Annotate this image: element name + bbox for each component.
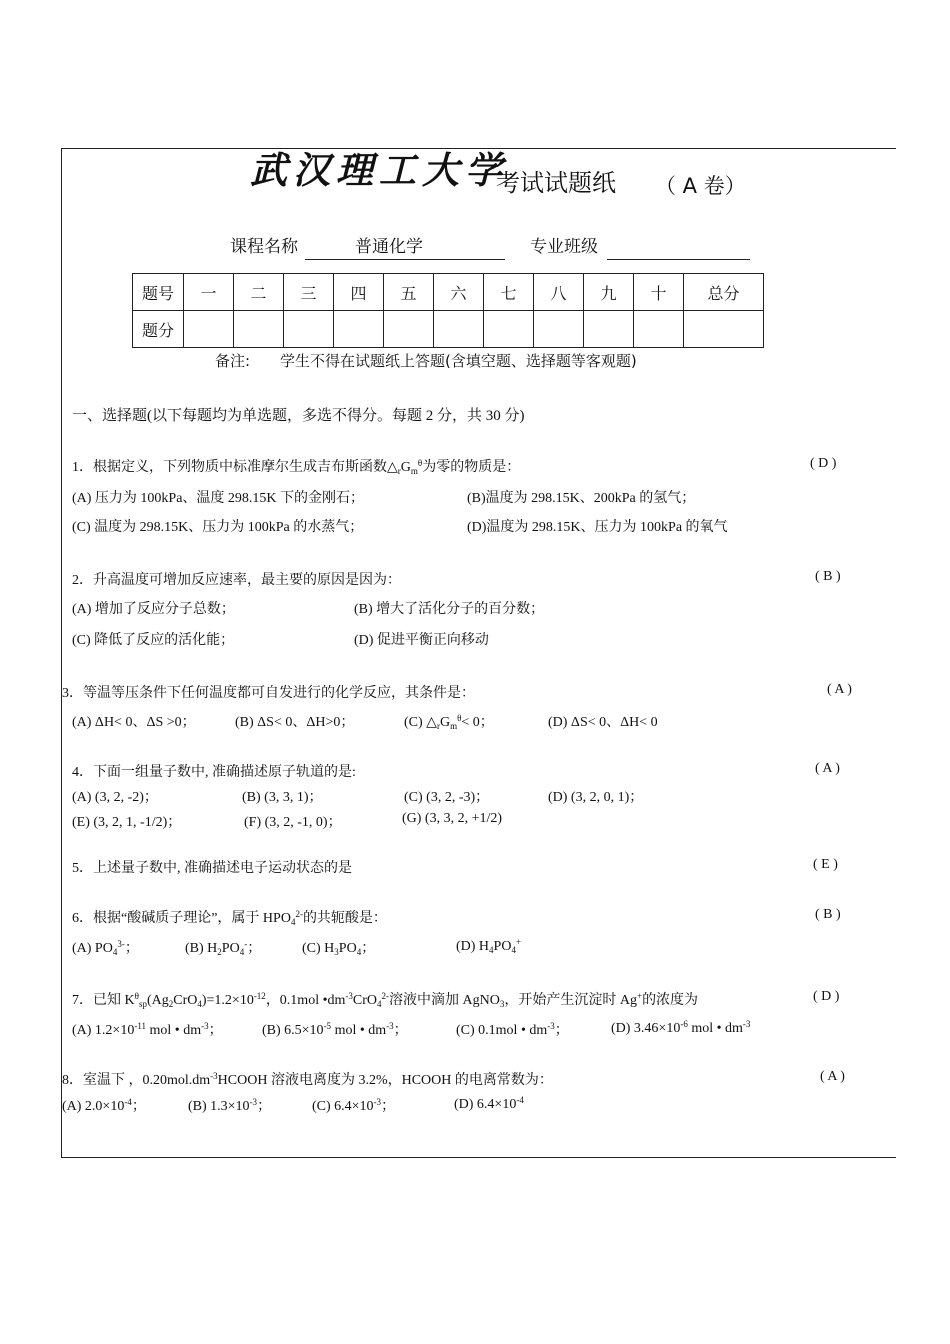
q6-stem: 6．根据“酸碱质子理论”，属于 $HPO_4^{2-}$的共轭酸是： <box>72 909 387 927</box>
score-cell <box>184 311 234 348</box>
q7-option-a: (A) $1.2\times 10^{-11}$ mol • $dm^{-3}$； <box>72 1021 223 1038</box>
score-col-10: 十 <box>634 274 684 311</box>
q1-option-b: (B)温度为 298.15K、200kPa 的氢气； <box>467 491 696 506</box>
score-col-9: 九 <box>584 274 634 311</box>
q3-option-a: (A) ΔH< 0、ΔS >0； <box>72 715 196 730</box>
score-col-6: 六 <box>434 274 484 311</box>
q2-option-c: (C) 降低了反应的活化能； <box>72 633 235 648</box>
q6-option-a: (A) $PO_4^{3-}$； <box>72 939 139 957</box>
q1-option-c: (C) 温度为 298.15K、压力为 100kPa 的水蒸气； <box>72 520 364 535</box>
q3-stem: 3．等温等压条件下任何温度都可自发进行的化学反应，其条件是： <box>62 686 475 701</box>
q8-option-c: (C) $6.4\times 10^{-3}$； <box>312 1097 396 1114</box>
q6-option-b: (B) $H_2PO_4^-$； <box>185 939 262 957</box>
paper-variant: （ A 卷） <box>655 174 746 198</box>
q3-option-d: (D) ΔS< 0、ΔH< 0 <box>548 715 658 730</box>
q1-option-d: (D)温度为 298.15K、压力为 100kPa 的氧气 <box>467 520 728 535</box>
score-table-row2-label: 题分 <box>133 311 184 348</box>
q6-option-d: (D) $H_4PO_4^+$ <box>456 937 522 955</box>
class-label: 专业班级 <box>530 237 598 257</box>
q8-option-a: (A) $2.0\times 10^{-4}$； <box>62 1097 146 1114</box>
score-col-3: 三 <box>284 274 334 311</box>
q8-option-b: (B) $1.3\times 10^{-3}$； <box>188 1097 272 1114</box>
q4-answer: ( A ) <box>815 761 840 776</box>
q7-option-c: (C) 0.1mol • $dm^{-3}$； <box>456 1021 569 1038</box>
q1-option-a: (A) 压力为 100kPa、温度 298.15K 下的金刚石； <box>72 491 365 506</box>
score-cell <box>434 311 484 348</box>
note-label: 备注: <box>215 352 251 370</box>
course-name-label: 课程名称 <box>230 237 298 257</box>
class-underline <box>607 259 750 260</box>
q3-option-c: (C) $\triangle_rG_m^\theta< 0$； <box>404 713 494 731</box>
score-col-4: 四 <box>334 274 384 311</box>
q4-option-c: (C) (3, 2, -3)； <box>404 790 490 805</box>
university-name: 武汉理工大学 <box>250 148 508 192</box>
q7-option-d: (D) $3.46\times 10^{-6}$ mol • $dm^{-3}$ <box>611 1019 751 1036</box>
score-cell <box>534 311 584 348</box>
score-col-2: 二 <box>234 274 284 311</box>
score-cell <box>334 311 384 348</box>
q1-answer: ( D ) <box>810 456 837 471</box>
q1-stem: 1．根据定义，下列物质中标准摩尔生成吉布斯函数$\triangle_rG_m^\theta$为零的物质是： <box>72 458 521 476</box>
q3-option-b: (B) ΔS< 0、ΔH>0； <box>235 715 355 730</box>
q2-option-a: (A) 增加了反应分子总数； <box>72 602 235 617</box>
score-col-7: 七 <box>484 274 534 311</box>
paper-title: 考试试题纸 <box>496 169 616 197</box>
course-name-underline <box>305 259 505 260</box>
q8-answer: ( A ) <box>820 1069 845 1084</box>
score-cell <box>634 311 684 348</box>
q7-stem: 7．已知 $K^\theta_{sp}(Ag_2CrO_4)=1.2\times 10^{-12}$，0.1mol $•dm^{-3}CrO_4^{2-}$溶液中滴加 AgNO$_3$，开始产生沉淀时 Ag+的浓度为 <box>72 991 699 1009</box>
q8-option-d: (D) $6.4\times 10^{-4}$ <box>454 1095 524 1112</box>
q6-answer: ( B ) <box>815 907 841 922</box>
q7-answer: ( D ) <box>813 989 840 1004</box>
q4-option-b: (B) (3, 3, 1)； <box>242 790 323 805</box>
q6-option-c: (C) $H_3PO_4$； <box>302 941 376 957</box>
section-heading: 一、选择题(以下每题均为单选题，多选不得分。每题 2 分，共 30 分) <box>72 408 525 424</box>
course-name-value: 普通化学 <box>355 237 423 257</box>
q8-stem: 8．室温下 ，$0.20mol.dm^{-3}HCOOH$ 溶液电离度为 3.2%，HCOOH 的电离常数为： <box>62 1071 553 1088</box>
score-table-row1-label: 题号 <box>133 274 184 311</box>
q2-stem: 2．升高温度可增加反应速率，最主要的原因是因为： <box>72 573 401 588</box>
score-table <box>132 273 764 348</box>
q3-answer: ( A ) <box>827 682 852 697</box>
score-cell <box>484 311 534 348</box>
score-col-1: 一 <box>184 274 234 311</box>
q2-answer: ( B ) <box>815 569 841 584</box>
score-col-total: 总分 <box>684 274 764 311</box>
q2-option-d: (D) 促进平衡正向移动 <box>354 633 489 648</box>
score-table-score-row <box>133 311 764 348</box>
score-cell <box>584 311 634 348</box>
q4-stem: 4．下面一组量子数中, 准确描述原子轨道的是: <box>72 765 356 780</box>
q7-option-b: (B) $6.5\times 10^{-5}$ mol • $dm^{-3}$； <box>262 1021 408 1038</box>
q4-option-e: (E) (3, 2, 1, -1/2)； <box>72 815 182 830</box>
score-cell <box>684 311 764 348</box>
q4-option-d: (D) (3, 2, 0, 1)； <box>548 790 644 805</box>
score-col-5: 五 <box>384 274 434 311</box>
score-cell <box>284 311 334 348</box>
score-col-8: 八 <box>534 274 584 311</box>
q4-option-g: (G) (3, 3, 2, +1/2) <box>402 811 503 826</box>
q5-answer: ( E ) <box>813 857 838 872</box>
score-cell <box>384 311 434 348</box>
q2-option-b: (B) 增大了活化分子的百分数； <box>354 602 545 617</box>
q4-option-a: (A) (3, 2, -2)； <box>72 790 158 805</box>
q5-stem: 5．上述量子数中, 准确描述电子运动状态的是 <box>72 861 352 876</box>
score-cell <box>234 311 284 348</box>
q4-option-f: (F) (3, 2, -1, 0)； <box>244 815 342 830</box>
score-table-header-row <box>133 274 764 311</box>
note-text: 学生不得在试题纸上答题(含填空题、选择题等客观题) <box>280 352 637 370</box>
